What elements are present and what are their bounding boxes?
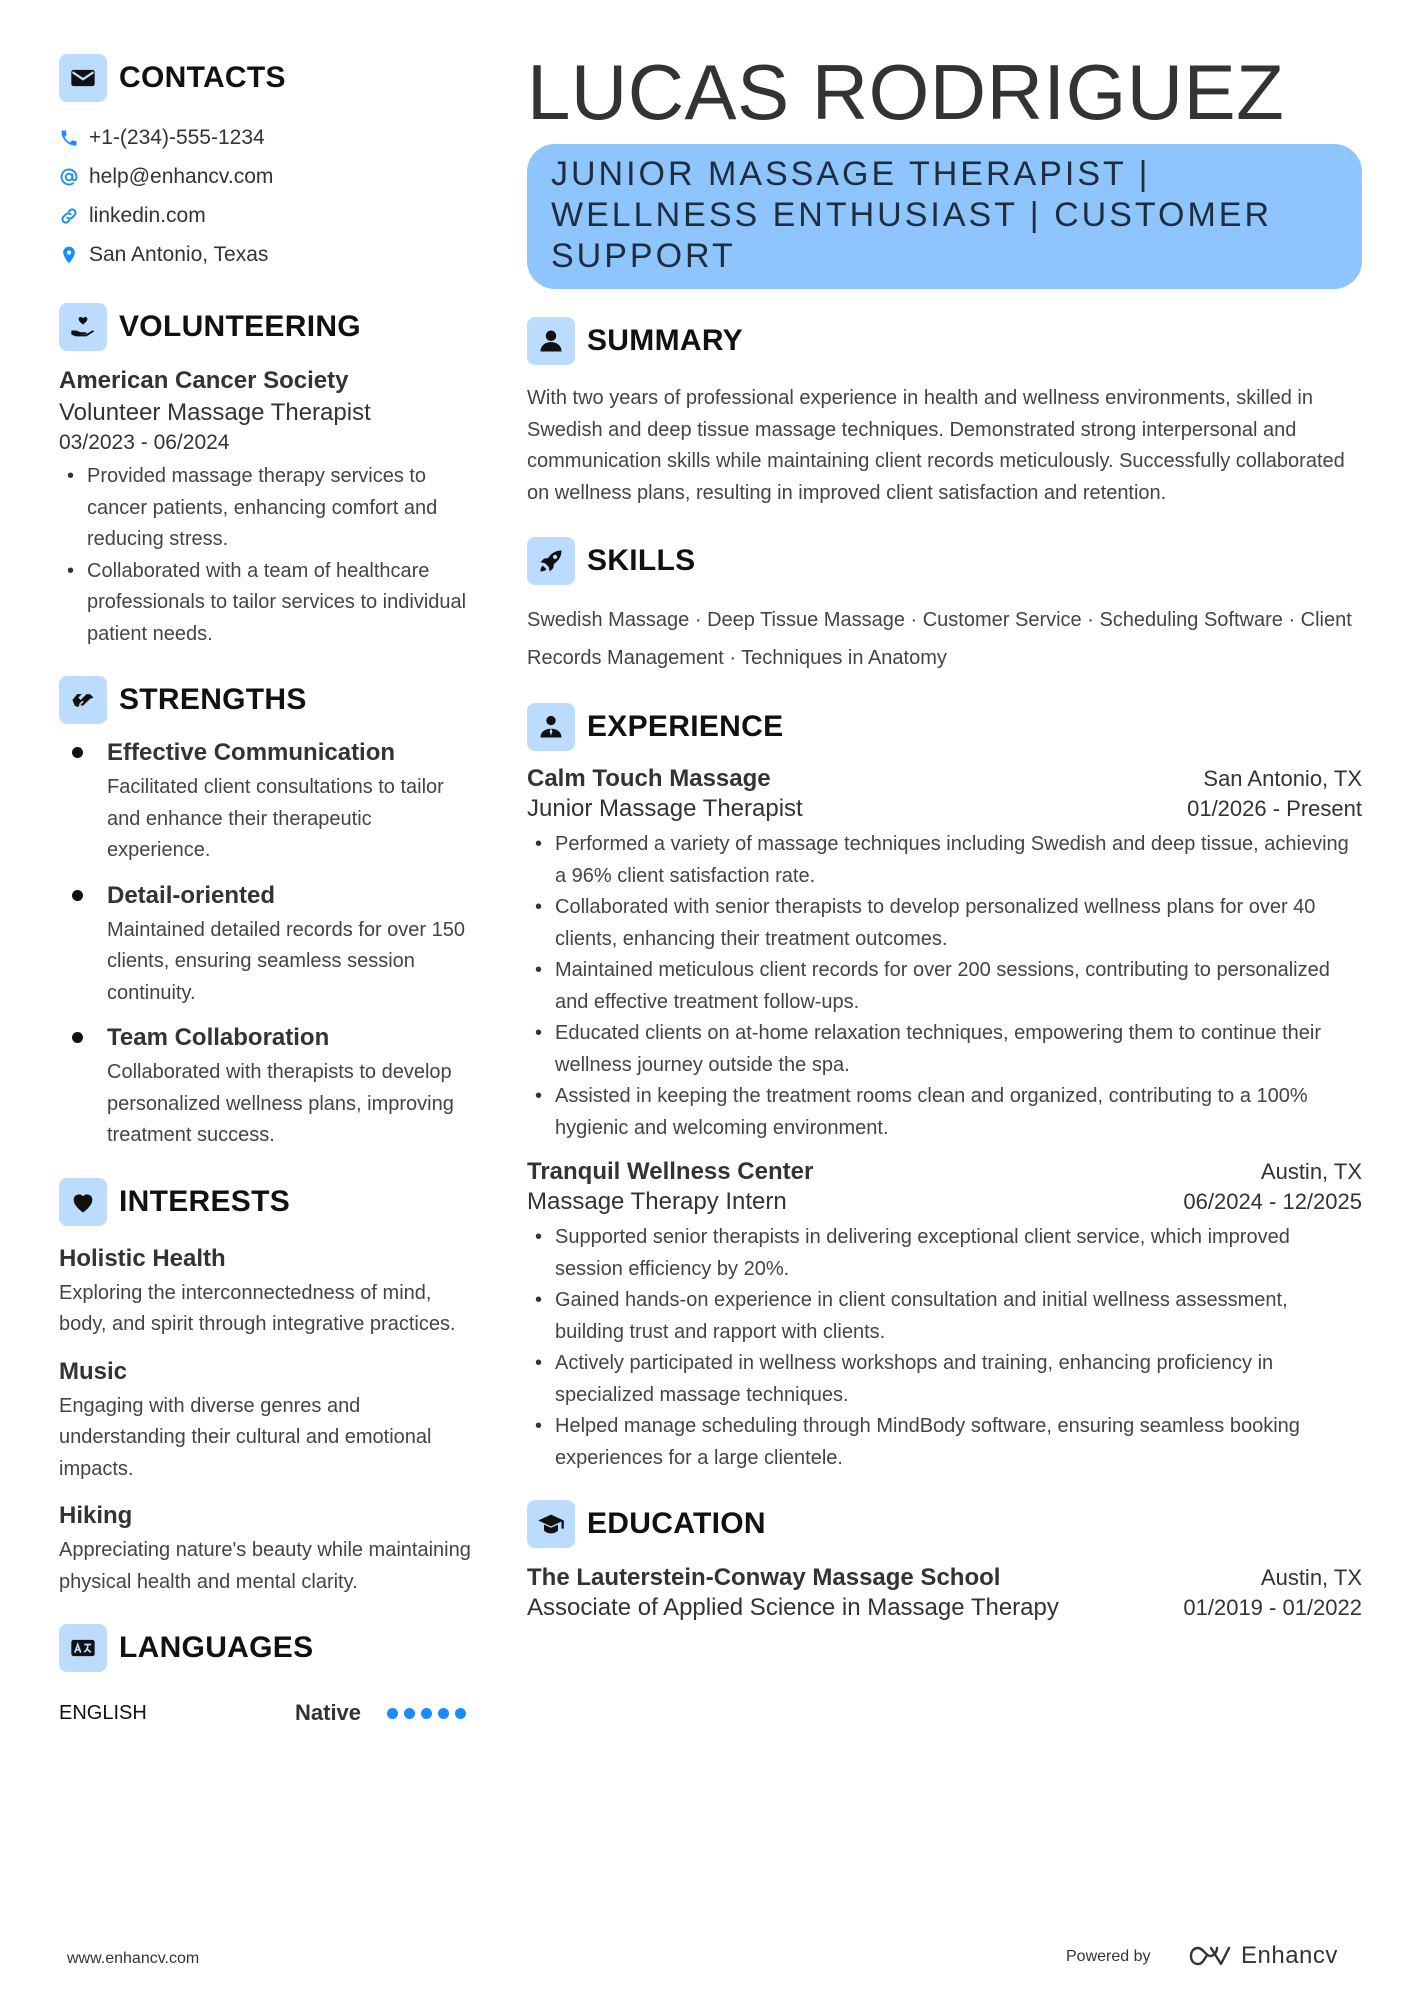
exp-row-bottom (527, 1188, 1362, 1216)
list-item: • Actively participated in wellness workshops and training, enhancing proficiency in specialized massage techniques. (527, 1348, 1362, 1411)
contact-phone[interactable] (59, 118, 479, 157)
exp-role: Massage Therapy Intern (527, 1188, 787, 1215)
exp-dates: 01/2026 - Present (1187, 796, 1362, 821)
volunteer-role: Volunteer Massage Therapist (59, 399, 371, 426)
headline-box (527, 144, 1362, 289)
interest-item (59, 1242, 479, 1341)
heart-icon (59, 1178, 107, 1226)
interests-title: INTERESTS (119, 1184, 291, 1218)
location-text: San Antonio, Texas (89, 242, 269, 266)
list-item: • Maintained meticulous client records for over 200 sessions, contributing to personalized and effective treatment follow-ups. (527, 955, 1362, 1018)
contacts-header (59, 52, 479, 104)
contact-list (59, 118, 479, 274)
brand-name: Enhancv (1241, 1942, 1338, 1969)
interest-desc: Engaging with diverse genres and understanding their cultural and emotional impacts. (59, 1394, 432, 1480)
bullet-dot (72, 747, 83, 758)
edu-degree: Associate of Applied Science in Massage Therapy (527, 1594, 1059, 1621)
exp-location: San Antonio, TX (1203, 766, 1362, 791)
link-icon (59, 206, 89, 226)
graduation-cap-icon (527, 1500, 575, 1548)
edu-location: Austin, TX (1260, 1565, 1362, 1590)
education-entry (527, 1564, 1362, 1622)
bullet-dot (72, 1032, 83, 1043)
experience-entry (527, 1158, 1362, 1474)
interest-title: Music (59, 1357, 128, 1385)
strength-desc: Maintained detailed records for over 150 clients, ensuring seamless session continuity. (107, 918, 465, 1004)
proficiency-dots (387, 1708, 466, 1719)
enhancv-logo[interactable] (1185, 1942, 1338, 1970)
left-column (59, 52, 479, 1728)
contact-location (59, 235, 479, 274)
headline-line: SUPPORT (551, 237, 736, 275)
volunteering-title: VOLUNTEERING (119, 310, 361, 343)
language-name: ENGLISH (59, 1701, 147, 1724)
strengths-title: STRENGTHS (119, 683, 307, 716)
exp-role: Junior Massage Therapist (527, 795, 803, 822)
right-column (527, 48, 1362, 1622)
strength-title: Detail-oriented (107, 881, 276, 909)
email-text: help@enhancv.com (89, 164, 274, 188)
interest-item (59, 1499, 479, 1598)
phone-icon (59, 128, 89, 148)
proficiency-dot (404, 1708, 415, 1719)
list-item: • Assisted in keeping the treatment rooms clean and organized, contributing to a 100% hygienic and welcoming environment. (527, 1081, 1362, 1144)
volunteer-dates: 03/2023 - 06/2024 (59, 431, 230, 454)
headline-line: JUNIOR MASSAGE THERAPIST | (551, 155, 1151, 193)
proficiency-dot (387, 1708, 398, 1719)
volunteering-entry (59, 367, 479, 650)
education-title: EDUCATION (587, 1507, 766, 1540)
contact-linkedin[interactable] (59, 196, 479, 235)
summary-title: SUMMARY (587, 324, 743, 357)
exp-dates: 06/2024 - 12/2025 (1183, 1189, 1362, 1214)
map-pin-icon (59, 245, 89, 265)
experience-title: EXPERIENCE (587, 710, 784, 743)
candidate-name: LUCAS RODRIGUEZ (527, 48, 1285, 136)
proficiency-dot (455, 1708, 466, 1719)
translate-icon (59, 1624, 107, 1672)
enhancv-logo-icon (1185, 1942, 1233, 1970)
languages-header (59, 1622, 479, 1674)
headline-line: WELLNESS ENTHUSIAST | CUSTOMER (551, 196, 1273, 234)
bullet-dot (72, 890, 83, 901)
edu-row-bottom (527, 1594, 1362, 1622)
exp-location: Austin, TX (1260, 1159, 1362, 1184)
powered-by-label: Powered by (1066, 1948, 1151, 1965)
summary-text: With two years of professional experience in health and wellness environments, skilled in Swedish and deep tissue massage techniques. Demonstrated strong interpersonal and communication skills while maintaining client records meticulously. Successfully collaborated on wellness plans, resulting in improved client satisfaction and retention. (527, 387, 1345, 504)
experience-entry (527, 765, 1362, 1144)
exp-org: Tranquil Wellness Center (527, 1158, 814, 1185)
proficiency-dot (421, 1708, 432, 1719)
experience-header (527, 701, 1362, 753)
exp-bullets (527, 1222, 1362, 1474)
interest-item (59, 1355, 479, 1486)
education-header (527, 1498, 1362, 1550)
strength-title: Effective Communication (107, 739, 396, 766)
skills-header (527, 535, 1362, 587)
list-item: • Gained hands-on experience in client consultation and initial wellness assessment, building trust and rapport with clients. (527, 1285, 1362, 1348)
edu-school: The Lauterstein-Conway Massage School (527, 1564, 1001, 1591)
language-row (59, 1698, 479, 1728)
volunteer-org: American Cancer Society (59, 367, 349, 394)
list-item: • Performed a variety of massage techniques including Swedish and deep tissue, achieving a 96% client satisfaction rate. (527, 829, 1362, 892)
summary-header (527, 315, 1362, 367)
phone-text: +1-(234)-555-1234 (89, 125, 265, 149)
volunteering-header (59, 301, 479, 353)
exp-bullets (527, 829, 1362, 1144)
rocket-icon (527, 537, 575, 585)
footer-site-link[interactable]: www.enhancv.com (67, 1950, 200, 1967)
handshake-icon (59, 676, 107, 724)
exp-org: Calm Touch Massage (527, 765, 771, 792)
briefcase-person-icon (527, 703, 575, 751)
interest-desc: Appreciating nature's beauty while maintaining physical health and mental clarity. (59, 1539, 471, 1593)
person-icon (527, 317, 575, 365)
strength-title: Team Collaboration (107, 1024, 330, 1051)
edu-row-top (527, 1564, 1362, 1592)
languages-title: LANGUAGES (119, 1631, 314, 1664)
strength-desc: Collaborated with therapists to develop personalized wellness plans, improving treatment success. (107, 1061, 454, 1146)
edu-dates: 01/2019 - 01/2022 (1183, 1595, 1362, 1620)
skills-text: Swedish Massage · Deep Tissue Massage · Customer Service · Scheduling Software · Client Records Management · Techniques in Anatomy (527, 609, 1352, 669)
hand-heart-icon (59, 303, 107, 351)
list-item: • Helped manage scheduling through MindBody software, ensuring seamless booking experiences for a large clientele. (527, 1411, 1362, 1474)
interests-header (59, 1176, 479, 1228)
language-level: Native (295, 1700, 362, 1725)
footer (0, 1942, 1410, 1980)
interests-list (59, 1242, 479, 1599)
strengths-header (59, 674, 479, 726)
proficiency-dot (438, 1708, 449, 1719)
contacts-title: CONTACTS (119, 61, 286, 94)
strength-item (59, 736, 479, 867)
volunteer-bullets (59, 461, 479, 650)
interest-title: Hiking (59, 1502, 133, 1529)
interest-title: Holistic Health (59, 1244, 226, 1272)
strength-desc: Facilitated client consultations to tailor and enhance their therapeutic experience. (107, 776, 444, 861)
at-icon (59, 167, 89, 187)
list-item: • Collaborated with a team of healthcare professionals to tailor services to individual patient needs. (59, 556, 479, 651)
exp-row-top (527, 765, 1362, 793)
exp-row-top (527, 1158, 1362, 1186)
list-item: • Educated clients on at-home relaxation techniques, empowering them to continue their wellness journey outside the spa. (527, 1018, 1362, 1081)
strength-item (59, 879, 479, 1010)
linkedin-text: linkedin.com (89, 203, 206, 227)
contact-email[interactable] (59, 157, 479, 196)
exp-row-bottom (527, 795, 1362, 823)
list-item: • Collaborated with senior therapists to develop personalized wellness plans for over 40 clients, enhancing their treatment outcomes. (527, 892, 1362, 955)
interest-desc: Exploring the interconnectedness of mind, body, and spirit through integrative practices. (59, 1281, 456, 1335)
list-item: • Provided massage therapy services to cancer patients, enhancing comfort and reducing stress. (59, 461, 479, 556)
list-item: • Supported senior therapists in delivering exceptional client service, which improved session efficiency by 20%. (527, 1222, 1362, 1285)
skills-title: SKILLS (587, 544, 696, 577)
envelope-icon (59, 54, 107, 102)
strengths-list (59, 736, 479, 1152)
strength-item (59, 1021, 479, 1152)
